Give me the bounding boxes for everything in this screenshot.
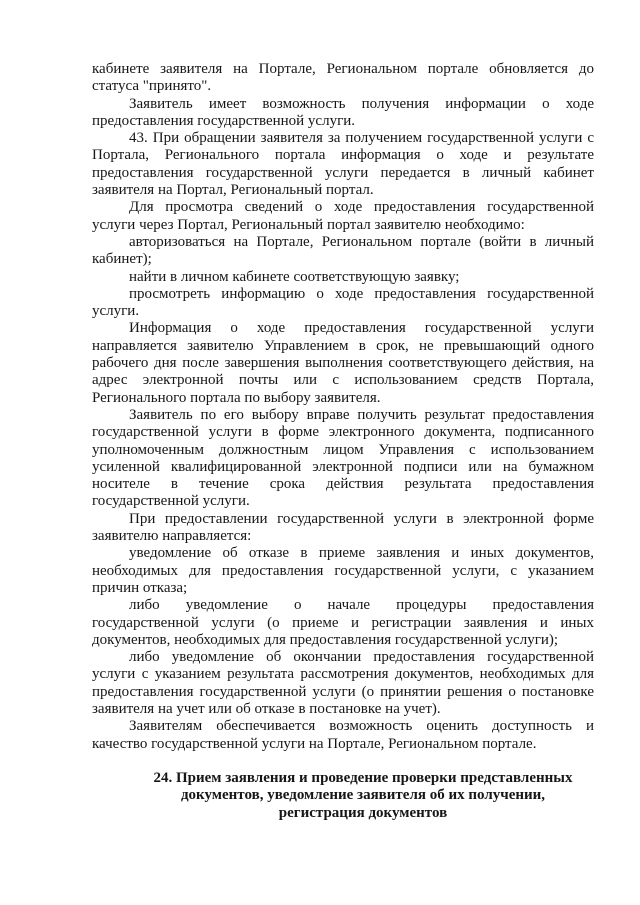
paragraph xyxy=(92,61,594,96)
paragraph-line: Заявитель имеет возможность получения информации о ходе xyxy=(129,95,594,112)
paragraph-line: заявителю направляется: xyxy=(92,528,252,545)
paragraph-line: найти в личном кабинете соответствующую заявку; xyxy=(129,268,460,285)
paragraph-line: направляется заявителю Управлением в срок, не превышающий одного xyxy=(92,337,594,354)
paragraph xyxy=(92,96,594,131)
paragraph-line: необходимых для предоставления государственной услуги, с указанием xyxy=(92,562,594,579)
paragraph-line: рабочего дня после завершения выполнения соответствующего действия, на xyxy=(92,355,594,372)
paragraph-line: статуса "принято". xyxy=(92,78,212,95)
paragraph-line: государственной услуги. xyxy=(92,493,250,510)
heading-line: документов, уведомление заявителя об их получении, xyxy=(180,787,546,804)
paragraph-line: адрес электронной почты или с использованием средств Портала, xyxy=(92,372,594,389)
paragraph-line: Портала, Регионального портала информация о ходе и результате xyxy=(92,147,594,164)
paragraph-line: кабинете заявителя на Портале, Региональном портале обновляется до xyxy=(92,61,594,77)
paragraph-line: При предоставлении государственной услуги в электронной форме xyxy=(129,510,594,527)
paragraph-line: носителе в течение срока действия результата предоставления xyxy=(92,476,594,493)
paragraph xyxy=(92,320,594,406)
paragraph xyxy=(92,407,594,511)
heading-line: регистрация документов xyxy=(278,804,448,821)
paragraph xyxy=(92,597,594,649)
paragraph xyxy=(92,718,594,753)
paragraph-line: качество государственной услуги на Портале, Региональном портале. xyxy=(92,735,537,752)
document-page xyxy=(92,61,594,822)
paragraph-line: Информация о ходе предоставления государственной услуги xyxy=(129,320,594,337)
paragraph xyxy=(92,511,594,546)
paragraph xyxy=(92,199,594,234)
paragraph xyxy=(92,286,594,321)
paragraph-line: либо уведомление о начале процедуры предоставления xyxy=(129,597,594,614)
section-heading xyxy=(92,770,594,823)
paragraph xyxy=(92,130,594,199)
paragraph-line: услуги. xyxy=(92,303,140,320)
paragraph-line: услуги с указанием результата рассмотрения документов, необходимых для xyxy=(92,666,594,683)
paragraph-line: 43. При обращении заявителя за получением государственной услуги с xyxy=(129,130,594,147)
paragraph xyxy=(92,545,594,597)
paragraph-line: уполномоченным должностным лицом Управления с использованием xyxy=(92,441,594,458)
heading-line: 24. Прием заявления и проведение проверки представленных xyxy=(153,769,573,786)
paragraph-line: услуги через Портал, Региональный портал заявителю необходимо: xyxy=(92,216,525,233)
paragraph-line: причин отказа; xyxy=(92,579,188,596)
paragraph-line: заявителя на Портал, Региональный портал. xyxy=(92,182,374,199)
paragraph-line: просмотреть информацию о ходе предоставления государственной xyxy=(129,285,594,302)
paragraph-line: либо уведомление об окончании предоставления государственной xyxy=(129,649,594,666)
paragraph-line: предоставления государственной услуги передается в личный кабинет xyxy=(92,164,594,181)
paragraph-line: кабинет); xyxy=(92,251,152,268)
paragraph-line: Заявителям обеспечивается возможность оценить доступность и xyxy=(129,718,594,735)
paragraph xyxy=(92,649,594,718)
paragraph xyxy=(92,269,594,286)
paragraph-line: Регионального портала по выбору заявителя. xyxy=(92,389,381,406)
paragraph-line: предоставления государственной услуги (о принятии решения о постановке xyxy=(92,683,594,700)
paragraph-line: Заявитель по его выбору вправе получить результат предоставления xyxy=(129,406,594,423)
paragraph-line: государственной услуги в форме электронного документа, подписанного xyxy=(92,424,594,441)
paragraph-line: предоставления государственной услуги. xyxy=(92,112,356,129)
paragraph-line: документов, необходимых для предоставления государственной услуги); xyxy=(92,631,559,648)
paragraph-line: государственной услуги (о приеме и регистрации заявления и иных xyxy=(92,614,594,631)
paragraph-line: заявителя на учет или об отказе в постановке на учет). xyxy=(92,700,441,717)
paragraph-line: уведомление об отказе в приеме заявления и иных документов, xyxy=(129,545,594,562)
paragraph-line: Для просмотра сведений о ходе предоставления государственной xyxy=(129,199,594,216)
paragraph-line: авторизоваться на Портале, Региональном портале (войти в личный xyxy=(129,233,594,250)
paragraph xyxy=(92,234,594,269)
paragraph-line: усиленной квалифицированной электронной подписи или на бумажном xyxy=(92,458,594,475)
